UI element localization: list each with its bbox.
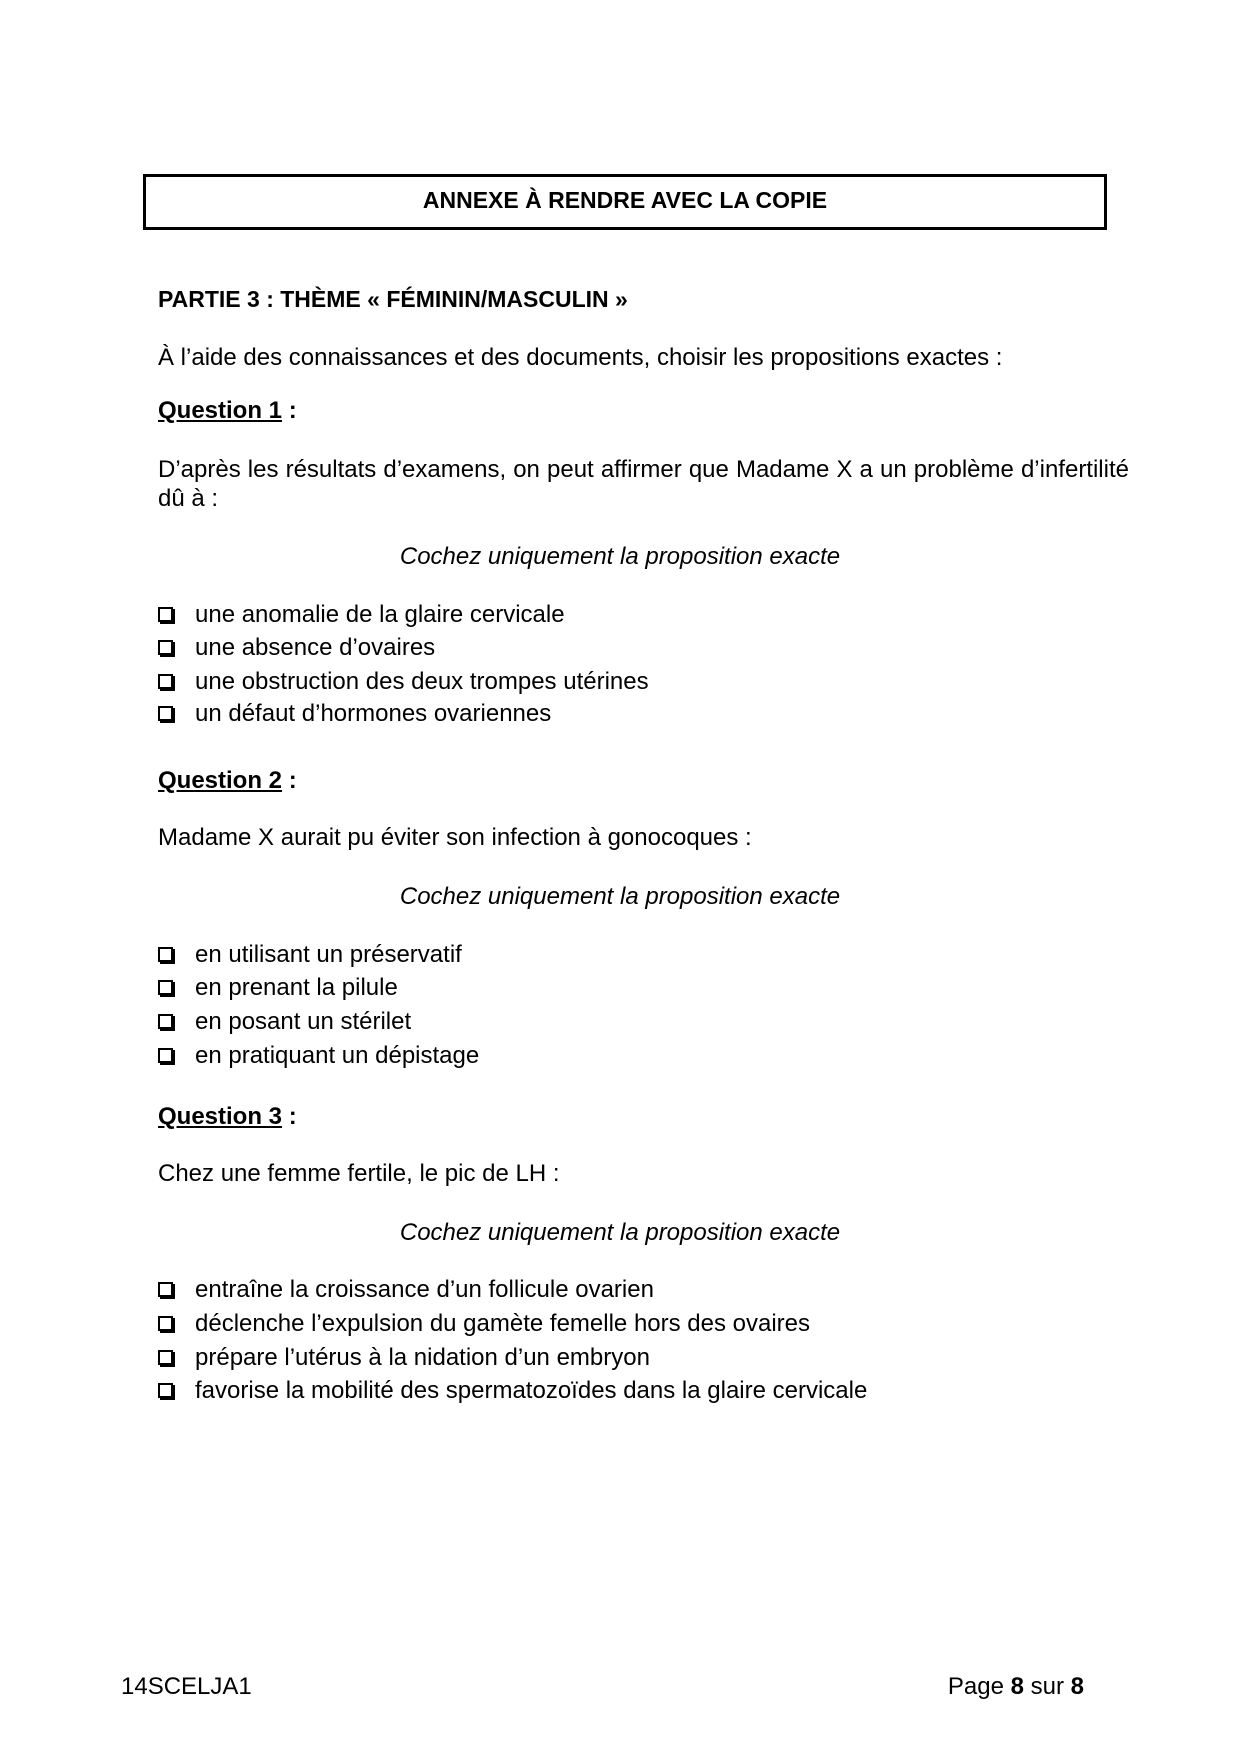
colon: : [282,397,297,424]
q2-option[interactable] [158,941,462,969]
checkbox-icon[interactable] [158,640,173,655]
sur-word: sur [1023,1673,1071,1700]
option-label: un défaut d’hormones ovariennes [195,700,552,727]
q3-option[interactable] [158,1310,810,1338]
q1-option[interactable] [158,700,551,728]
question-3-heading [158,1103,297,1131]
q2-option[interactable] [158,1042,479,1070]
option-label: une anomalie de la glaire cervicale [195,601,565,628]
q1-option[interactable] [158,668,649,696]
question-2-text: Madame X aurait pu éviter son infection à gonocoques : [158,824,752,851]
checkbox-icon[interactable] [158,1048,173,1063]
option-label: entraîne la croissance d’un follicule ovarien [195,1276,654,1303]
q2-option[interactable] [158,1008,411,1036]
total-pages: 8 [1070,1673,1084,1700]
current-page: 8 [1010,1673,1024,1700]
question-1-heading [158,397,297,425]
annex-title: ANNEXE À RENDRE AVEC LA COPIE [422,187,828,213]
question-3-instruction: Cochez uniquement la proposition exacte [399,1219,841,1246]
option-label: déclenche l’expulsion du gamète femelle hors des ovaires [195,1310,811,1337]
page-number [948,1673,1084,1701]
part-title: PARTIE 3 : THÈME « FÉMININ/MASCULIN » [158,286,628,312]
question-1-instruction: Cochez uniquement la proposition exacte [399,543,841,570]
question-2-heading [158,767,297,795]
intro-text: À l’aide des connaissances et des documents, choisir les propositions exactes : [158,344,1003,371]
question-2-instruction: Cochez uniquement la proposition exacte [399,883,841,910]
q3-option[interactable] [158,1276,654,1304]
checkbox-icon[interactable] [158,706,173,721]
checkbox-icon[interactable] [158,1350,173,1365]
q3-option[interactable] [158,1377,867,1405]
option-label: favorise la mobilité des spermatozoïdes dans la glaire cervicale [195,1377,868,1404]
option-label: une obstruction des deux trompes utérines [195,668,649,695]
checkbox-icon[interactable] [158,1014,173,1029]
question-3-text: Chez une femme fertile, le pic de LH : [158,1160,560,1187]
q1-option[interactable] [158,634,435,662]
checkbox-icon[interactable] [158,607,173,622]
q3-option[interactable] [158,1344,650,1372]
option-label: en pratiquant un dépistage [195,1042,480,1069]
option-label: en prenant la pilule [195,974,398,1001]
option-label: en utilisant un préservatif [195,941,462,968]
annex-header-box [143,174,1107,230]
question-1-text: D’après les résultats d’examens, on peut affirmer que Madame X a un problème d’infertilité dû à : [158,456,1129,512]
question-1-label: Question 1 [158,397,283,424]
page-word: Page [947,1673,1011,1700]
colon: : [282,1103,297,1130]
checkbox-icon[interactable] [158,947,173,962]
checkbox-icon[interactable] [158,1316,173,1331]
footer-code: 14SCELJA1 [121,1673,252,1700]
question-2-label: Question 2 [158,767,283,794]
checkbox-icon[interactable] [158,674,173,689]
q1-option[interactable] [158,601,565,629]
q2-option[interactable] [158,974,398,1002]
colon: : [282,767,297,794]
checkbox-icon[interactable] [158,980,173,995]
option-label: une absence d’ovaires [195,634,436,661]
option-label: en posant un stérilet [195,1008,412,1035]
question-3-label: Question 3 [158,1103,283,1130]
option-label: prépare l’utérus à la nidation d’un embryon [195,1344,650,1371]
checkbox-icon[interactable] [158,1282,173,1297]
checkbox-icon[interactable] [158,1383,173,1398]
